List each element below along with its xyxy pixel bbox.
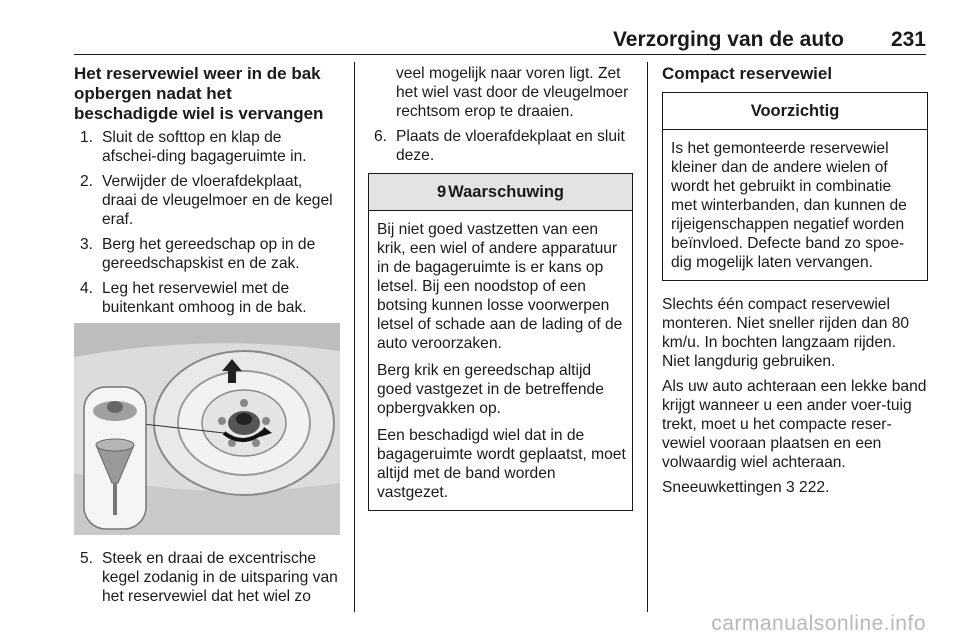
- list-item-continuation: veel mogelijk naar voren ligt. Zet het wiel vast door de vleugelmoer rechtsom erop te draaien.: [396, 65, 629, 120]
- body-paragraph: Slechts één compact reservewiel monteren. Niet sneller rijden dan 80 km/u. In bochten langzaam rijden. Niet langdurig gebruiken.: [662, 296, 910, 370]
- column-middle: [368, 64, 633, 511]
- list-item: 4. Leg het reservewiel met de buitenkant omhoog in de bak.: [80, 280, 307, 316]
- steps-list-1-continued: [74, 549, 340, 606]
- snow-chains-reference: Sneeuwkettingen 3 222.: [662, 479, 830, 496]
- list-item: 1. Sluit de softtop en klap de afschei-ding bagageruimte in.: [80, 129, 307, 165]
- caution-box-body: [663, 130, 927, 280]
- column-right: [662, 64, 928, 503]
- list-item: 3. Berg het gereedschap op in de gereedschapskist en de zak.: [80, 236, 316, 272]
- column-divider-2: [647, 62, 648, 612]
- body-paragraph: Als uw auto achteraan een lekke band krijgt wanneer u een ander voer-tuig trekt, moet u het compacte reser-vewiel vooraan plaatsen en een volwaardig wiel achteraan.: [662, 378, 927, 471]
- section-heading-spare-wheel: Het reservewiel weer in de bak opbergen nadat het beschadigde wiel is vervangen: [74, 64, 324, 123]
- steps-list-1: [74, 128, 340, 317]
- warning-paragraph: Berg krik en gereedschap altijd goed vastgezet in de betreffende opbergvakken op.: [377, 362, 604, 417]
- warning-paragraph: Een beschadigd wiel dat in de bagageruimte wordt geplaatst, moet altijd met de band worden vastgezet.: [377, 427, 626, 501]
- spare-wheel-illustration: [74, 323, 340, 535]
- warning-icon: 9: [436, 183, 447, 201]
- warning-box-body: [369, 211, 632, 510]
- arrow-ref-icon: 3: [786, 479, 795, 496]
- list-item: 2. Verwijder de vloerafdekplaat, draai de vleugelmoer en de kegel eraf.: [80, 173, 333, 228]
- column-divider-1: [354, 62, 355, 612]
- list-item: 6. Plaats de vloerafdekplaat en sluit deze.: [374, 128, 625, 164]
- caution-box-header: Voorzichtig: [663, 93, 927, 130]
- column-left: [74, 64, 340, 612]
- warning-paragraph: Bij niet goed vastzetten van een krik, een wiel of andere apparatuur in de bagageruimte is er kans op letsel. Bij een noodstop of een botsing kunnen losse voorwerpen letsel of schade aan de lading of de auto veroorzaken.: [377, 221, 623, 352]
- caution-text: Is het gemonteerde reservewiel kleiner dan de andere wielen of wordt het gebruikt in combinatie met winterbanden, dan kunnen de rijeigenschappen negatief worden beïnvloed. Defecte band zo spoe-dig mogelijk laten vervangen.: [671, 140, 907, 271]
- page-reference-link[interactable]: 222.: [799, 479, 830, 496]
- watermark-text: carmanualsonline.info: [711, 612, 926, 635]
- list-item: 5. Steek en draai de excentrische kegel zodanig in de uitsparing van het reservewiel dat het wiel zo: [80, 550, 338, 605]
- header-title: Verzorging van de auto: [612, 28, 844, 51]
- warning-box: [368, 173, 633, 511]
- page-header: [74, 26, 926, 55]
- page-number: 231: [890, 28, 926, 51]
- warning-box-header: [369, 174, 632, 211]
- section-heading-compact-spare: Compact reservewiel: [662, 64, 833, 83]
- steps-list-2: [368, 64, 633, 165]
- warning-title: Waarschuwing: [448, 183, 564, 201]
- caution-box: [662, 92, 928, 281]
